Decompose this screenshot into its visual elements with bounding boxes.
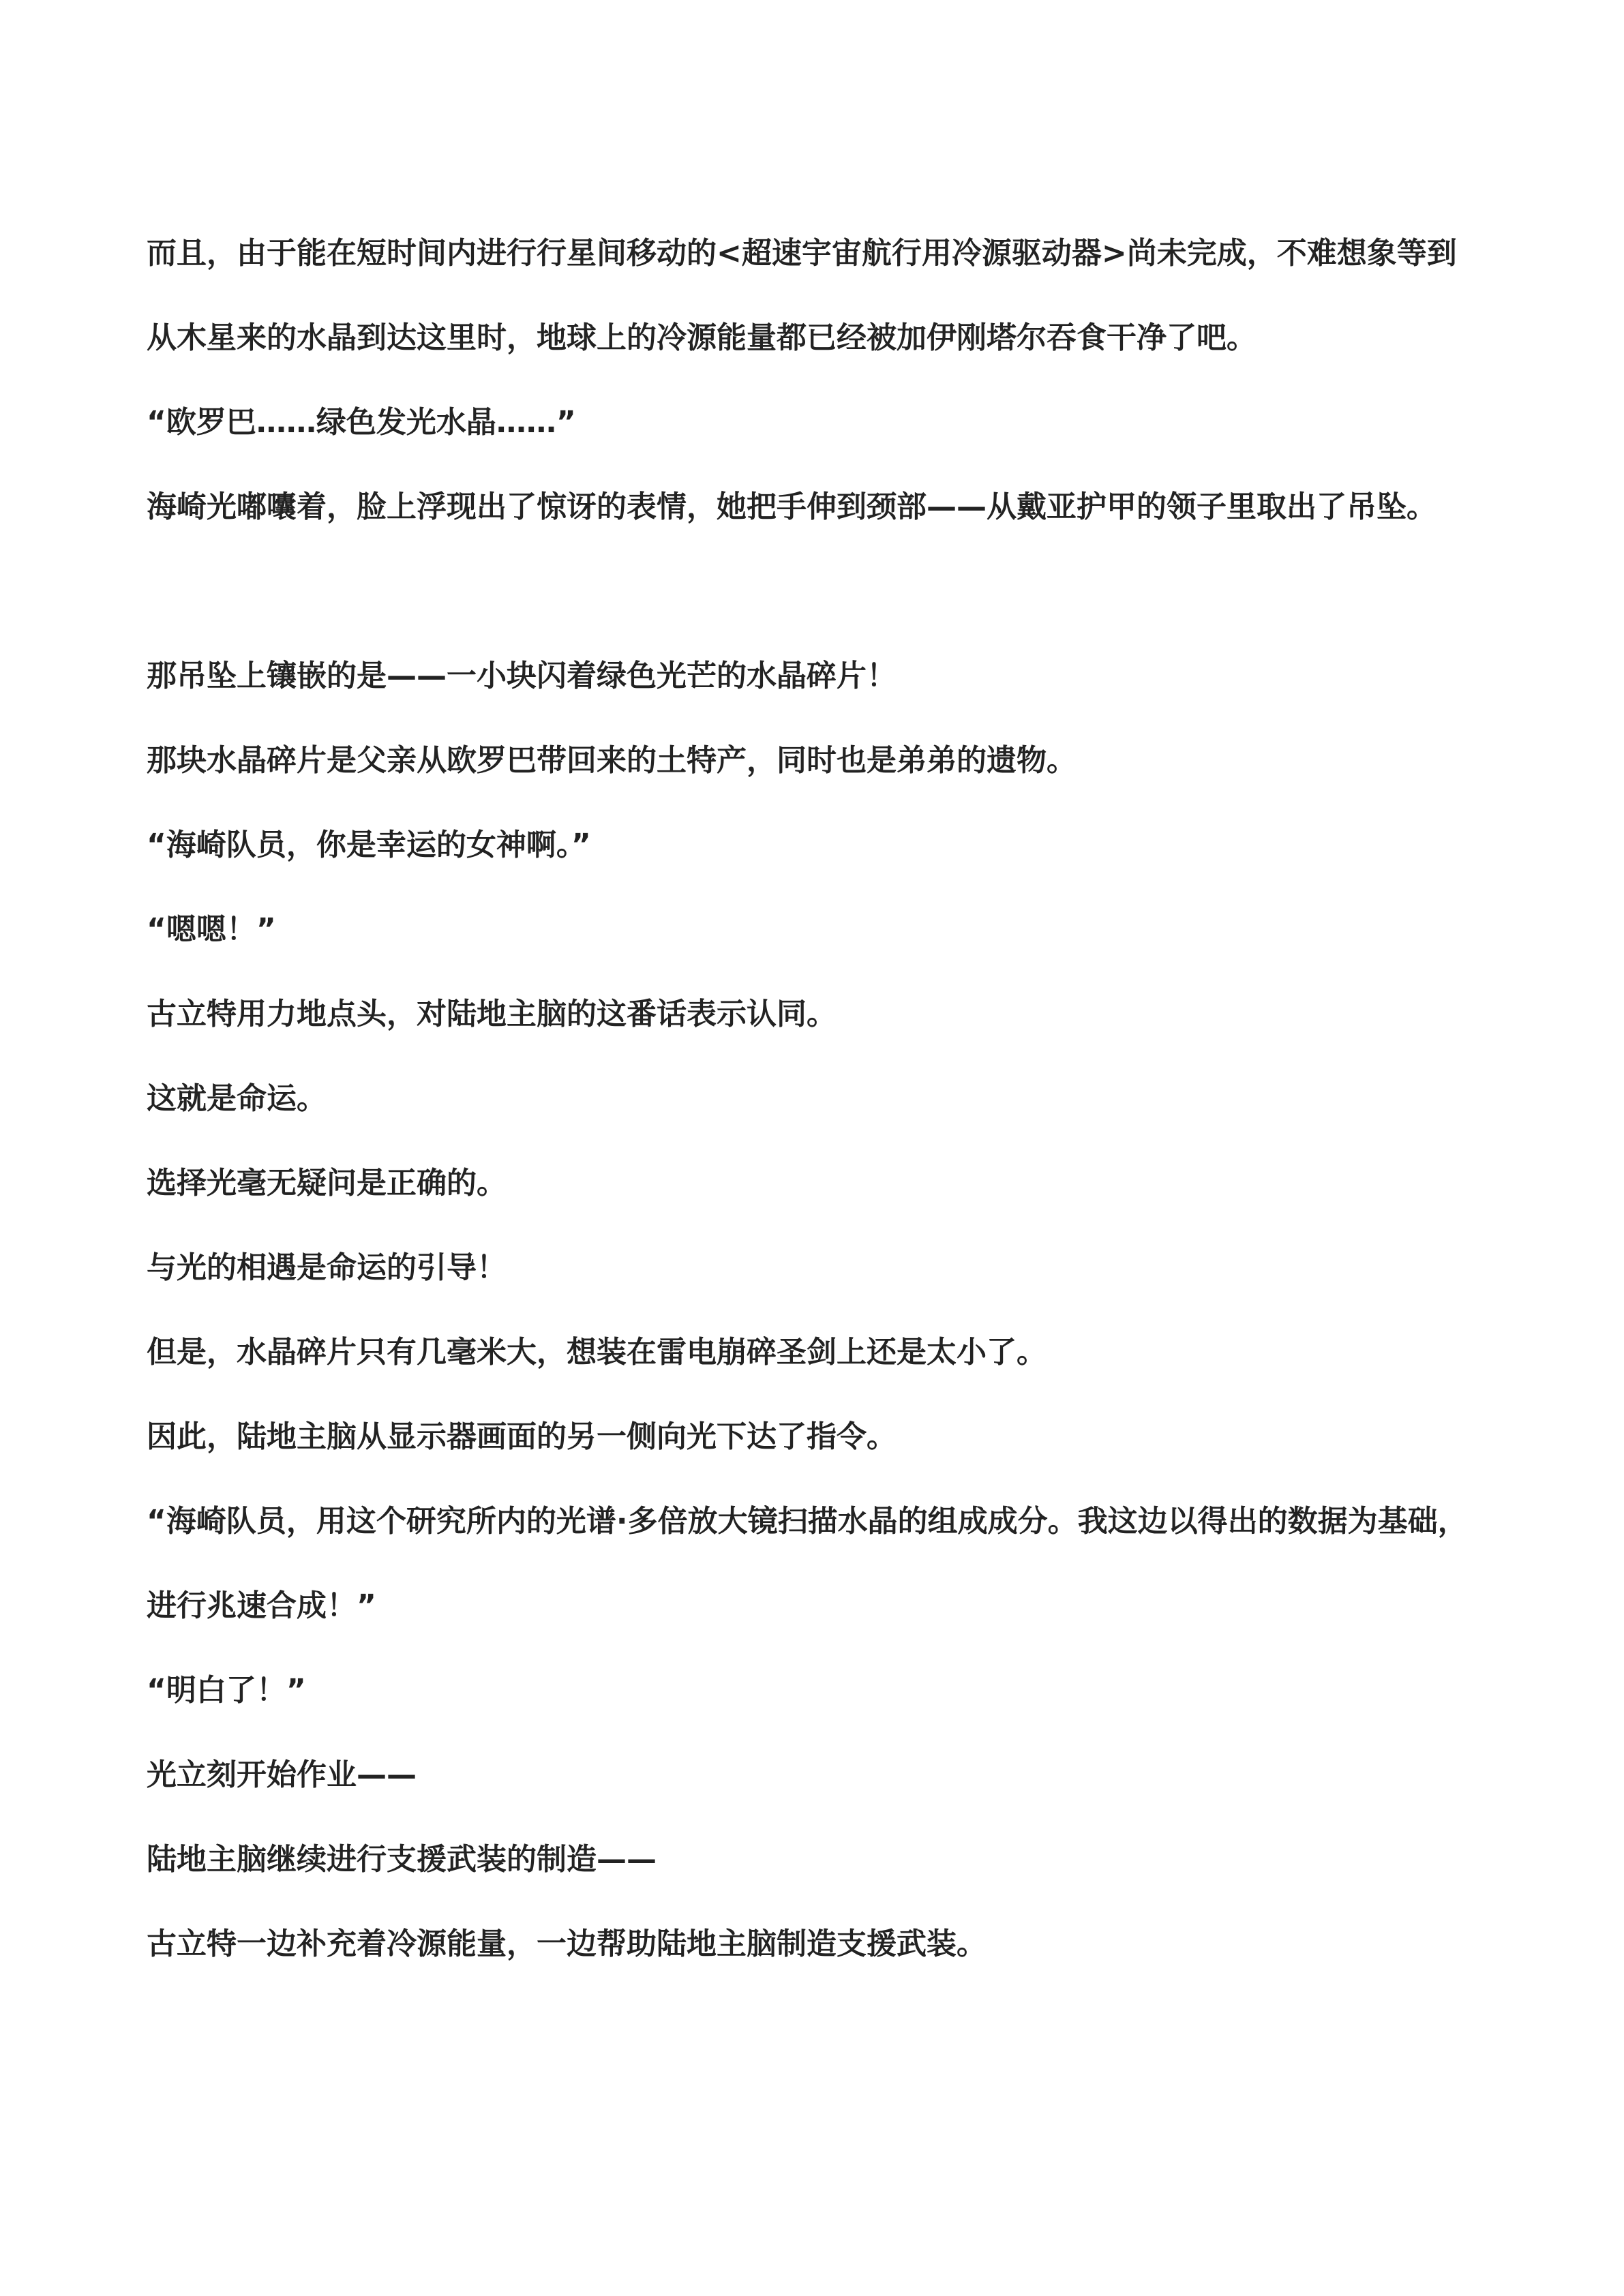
paragraph: “嗯嗯！” [147,912,276,947]
paragraph: “海崎队员，用这个研究所内的光谱·多倍放大镜扫描水晶的组成成分。我这边以得出的数据为基础，进行兆速合成！” [147,1504,1468,1623]
paragraph: 与光的相遇是命运的引导！ [147,1250,507,1285]
paragraph: 因此，陆地主脑从显示器画面的另一侧向光下达了指令。 [147,1419,897,1454]
paragraph: 古立特用力地点头，对陆地主脑的这番话表示认同。 [147,997,837,1031]
paragraph: 那吊坠上镶嵌的是——一小块闪着绿色光芒的水晶碎片！ [147,659,897,693]
text-body [147,211,1483,1987]
paragraph: 但是，水晶碎片只有几毫米大，想装在雷电崩碎圣剑上还是太小了。 [147,1335,1047,1370]
paragraph: 海崎光嘟囔着，脸上浮现出了惊讶的表情，她把手伸到颈部——从戴亚护甲的领子里取出了吊坠。 [147,489,1437,524]
paragraph: 那块水晶碎片是父亲从欧罗巴带回来的土特产，同时也是弟弟的遗物。 [147,743,1077,778]
paragraph: 选择光毫无疑问是正确的。 [147,1166,507,1200]
paragraph: 光立刻开始作业—— [147,1757,417,1792]
paragraph: 这就是命运。 [147,1081,327,1116]
paragraph: “欧罗巴……绿色发光水晶……” [147,405,576,440]
paragraph: 而且，由于能在短时间内进行行星间移动的<超速宇宙航行用冷源驱动器>尚未完成，不难想象等到从木星来的水晶到达这里时，地球上的冷源能量都已经被加伊刚塔尔吞食干净了吧。 [147,236,1457,355]
paragraph: 古立特一边补充着冷源能量，一边帮助陆地主脑制造支援武装。 [147,1927,987,1961]
paragraph: “海崎队员，你是幸运的女神啊。” [147,828,591,862]
paragraph: “明白了！” [147,1673,306,1708]
paragraph: 陆地主脑继续进行支援武装的制造—— [147,1842,657,1877]
